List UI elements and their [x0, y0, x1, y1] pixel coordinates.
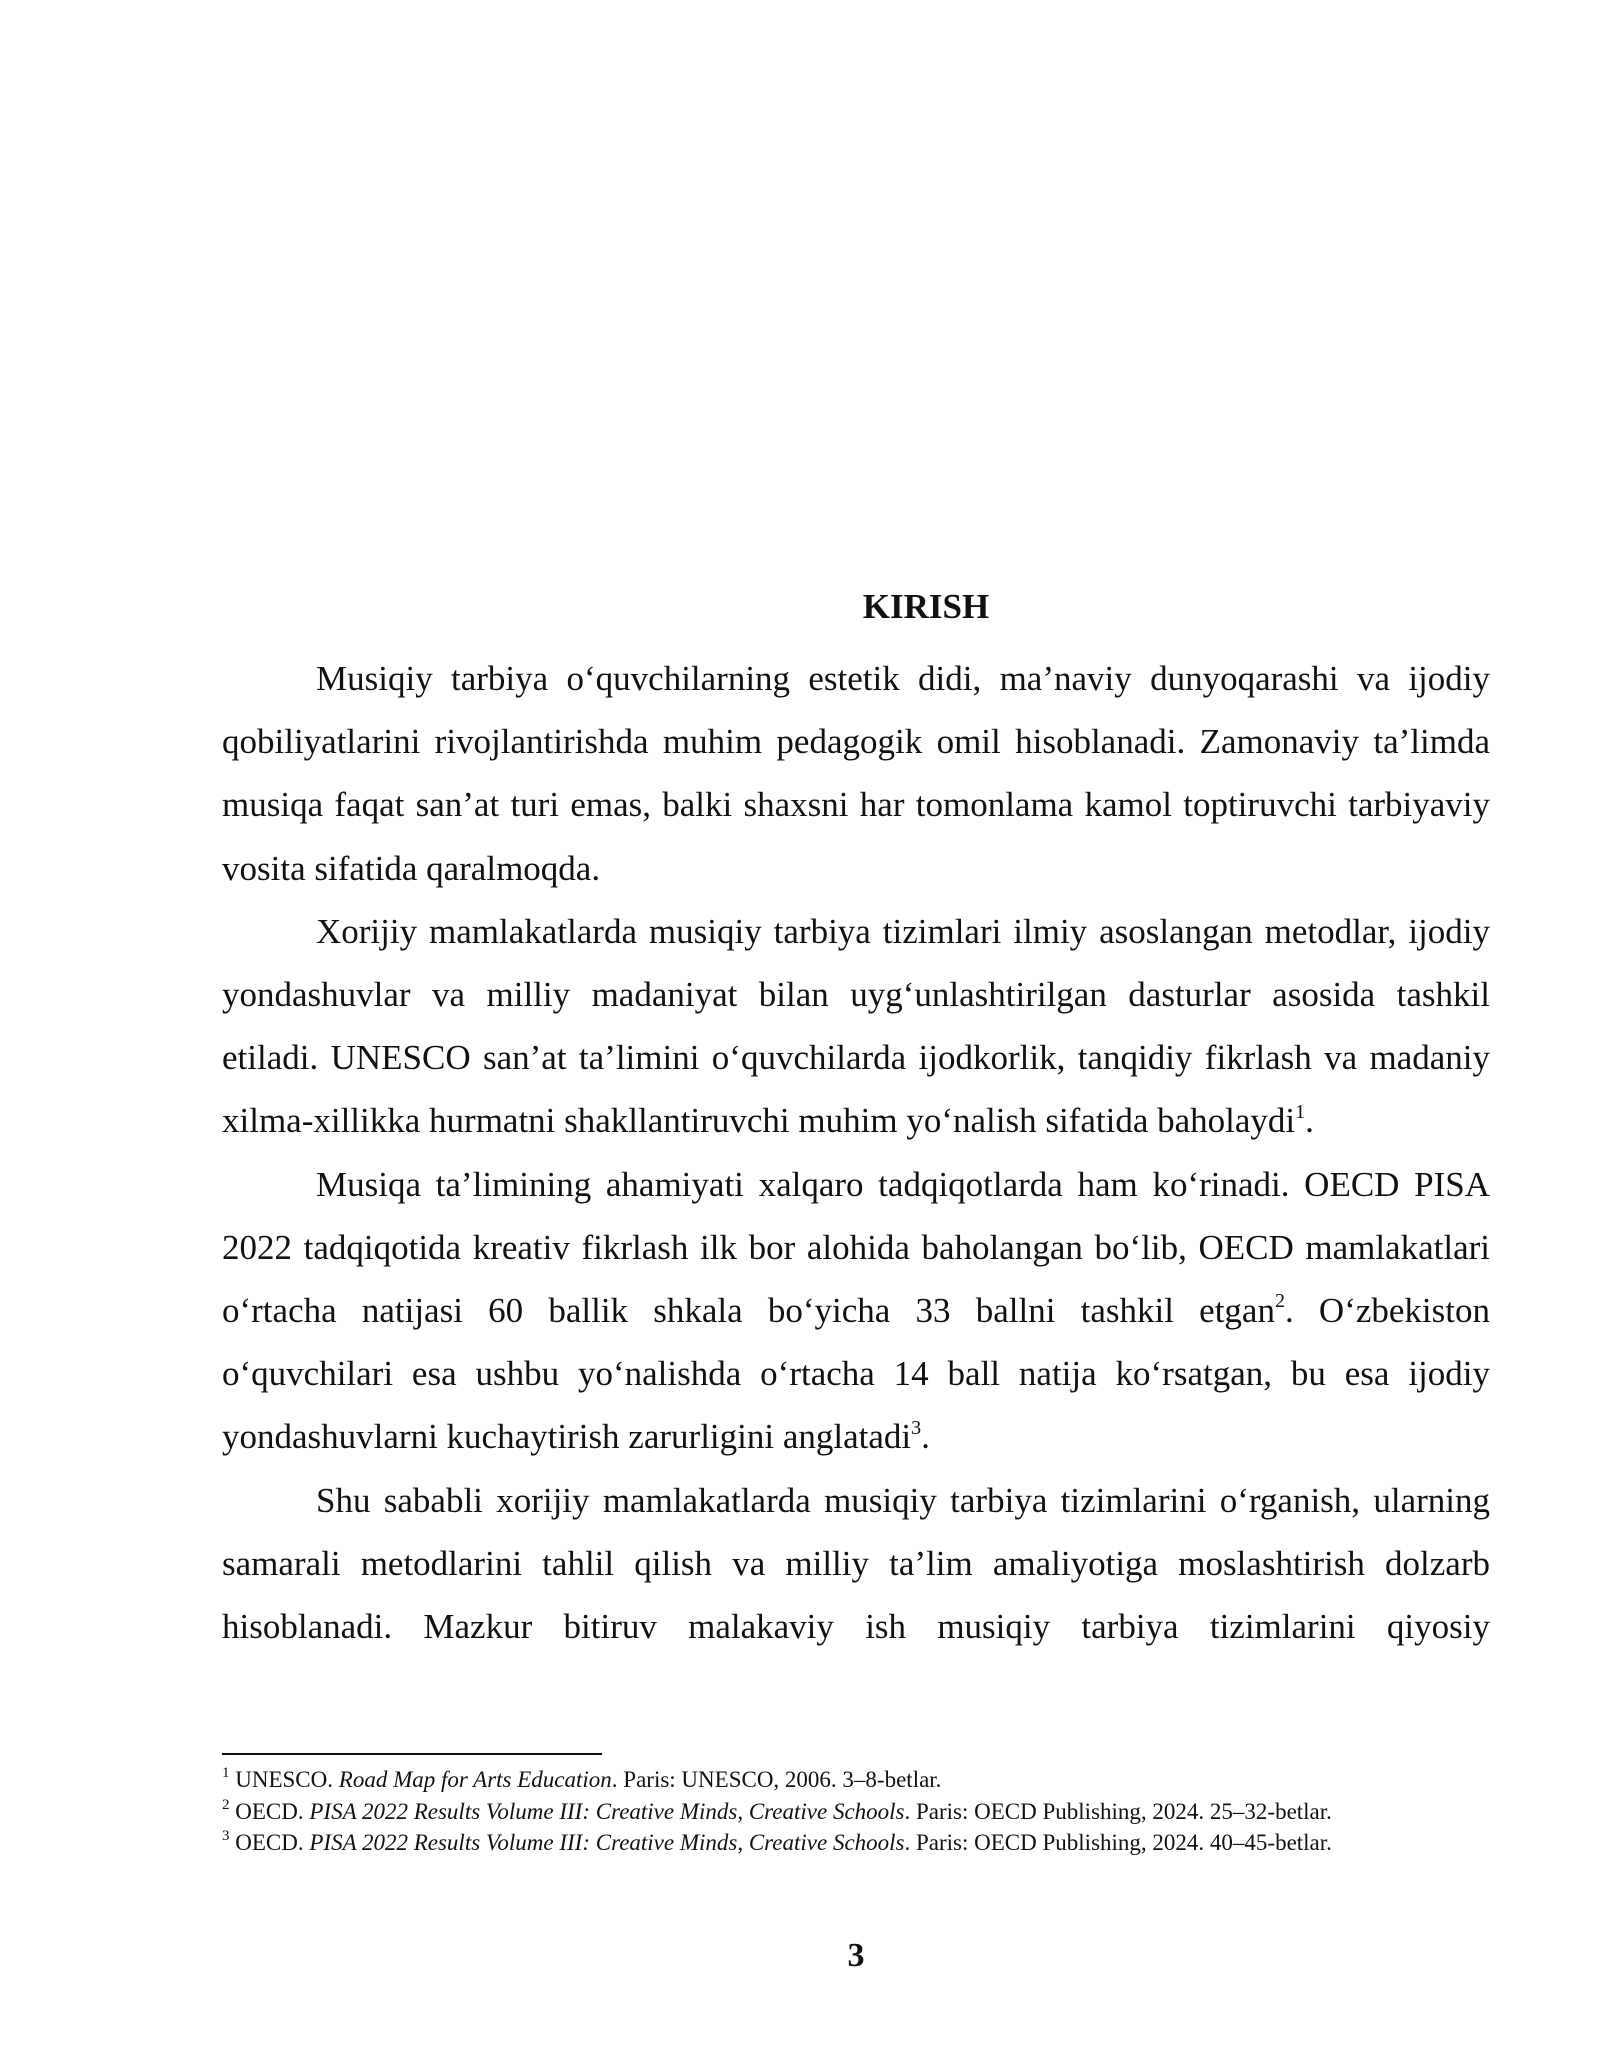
footnote	[222, 1796, 1432, 1828]
footnote-number: 3	[222, 1828, 230, 1845]
footnote-author: UNESCO.	[235, 1767, 339, 1792]
paragraph-text: Musiqa ta’limining ahamiyati xalqaro tadqiqotlarda ham ko‘rinadi. OECD PISA 2022 tadqiqotida kreativ fikrlash ilk bor alohida baholangan bo‘lib, OECD mamlakatlari o‘rtacha natijasi 60 ballik shkala bo‘yicha 33 ballni tashkil etgan	[222, 1164, 1490, 1331]
footnote-ref[interactable]: 3	[911, 1416, 922, 1439]
footnote	[222, 1764, 1432, 1796]
paragraph-text: .	[921, 1417, 930, 1457]
footnote-title: PISA 2022 Results Volume III: Creative Minds, Creative Schools	[309, 1798, 905, 1824]
footnote-author: OECD.	[235, 1798, 310, 1824]
paragraph-text: Xorijiy mamlakatlarda musiqiy tarbiya tizimlari ilmiy asoslangan metodlar, ijodiy yondashuvlar va milliy madaniyat bilan uyg‘unlashtirilgan dasturlar asosida tashkil etiladi. UNESCO san’at ta’limini o‘quvchilarda ijodkorlik, tanqidiy fikrlash va madaniy xilma-xillikka hurmatni shakllantiruvchi muhim yo‘nalish sifatida baholaydi	[222, 911, 1490, 1141]
footnote-number: 1	[222, 1765, 230, 1782]
footnote-title: PISA 2022 Results Volume III: Creative Minds, Creative Schools	[309, 1830, 905, 1855]
footnote-rest: . Paris: UNESCO, 2006. 3–8-betlar.	[611, 1767, 942, 1792]
body-text	[222, 647, 1490, 1658]
footnotes	[222, 1764, 1432, 1859]
section-heading: KIRISH	[862, 587, 990, 626]
paragraph	[222, 900, 1490, 1153]
footnote-rest: . Paris: OECD Publishing, 2024. 40–45-betlar.	[904, 1830, 1332, 1855]
footnote-number: 2	[222, 1796, 230, 1813]
footnote-rest: . Paris: OECD Publishing, 2024. 25–32-betlar.	[904, 1798, 1332, 1824]
paragraph-text: . O‘zbekiston o‘quvchilari esa ushbu yo‘nalishda o‘rtacha 14 ball natija ko‘rsatgan, bu esa ijodiy yondashuvlarni kuchaytirish zarurligini anglatadi	[222, 1291, 1490, 1457]
footnote-author: OECD.	[235, 1830, 310, 1855]
footnote-title: Road Map for Arts Education	[338, 1767, 612, 1792]
footnote-separator	[222, 1753, 602, 1755]
paragraph	[222, 1469, 1490, 1659]
footnote	[222, 1827, 1432, 1859]
paragraph	[222, 1153, 1490, 1469]
paragraph-text: Musiqiy tarbiya o‘quvchilarning estetik didi, ma’naviy dunyoqarashi va ijodiy qobiliyatlarini rivojlantirishda muhim pedagogik omil hisoblanadi. Zamonaviy ta’limda musiqa faqat san’at turi emas, balki shaxsni har tomonlama kamol toptiruvchi tarbiyaviy vosita sifatida qaralmoqda.	[222, 659, 1490, 888]
paragraph	[222, 647, 1490, 900]
paragraph-text: Shu sababli xorijiy mamlakatlarda musiqiy tarbiya tizimlarini o‘rganish, ularning samarali metodlarini tahlil qilish va milliy ta’lim amaliyotiga moslashtirish dolzarb hisoblanadi. Mazkur bitiruv malakaviy ish musiqiy tarbiya tizimlarini qiyosiy	[222, 1480, 1490, 1647]
footnote-ref[interactable]: 2	[1274, 1290, 1285, 1313]
page-number: 3	[847, 1937, 865, 1974]
paragraph-text: .	[1305, 1101, 1314, 1141]
footnote-ref[interactable]: 1	[1295, 1100, 1306, 1123]
